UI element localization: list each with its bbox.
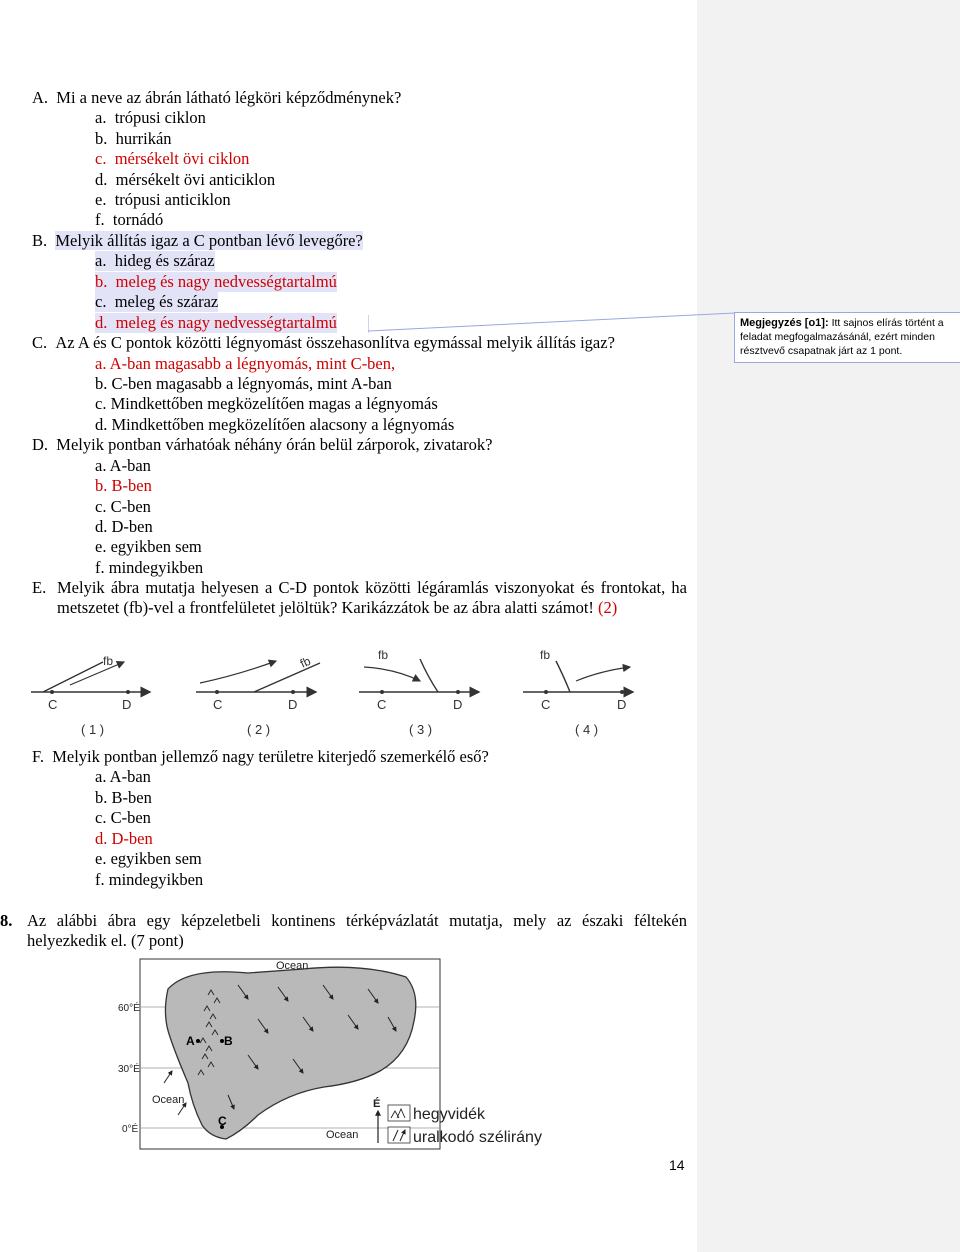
qa-option-d: d. mérsékelt övi anticiklon — [95, 170, 276, 189]
question-b-prefix: B. — [32, 231, 56, 250]
diagram-number[interactable]: ( 1 ) — [81, 722, 105, 737]
point-c-dot — [215, 690, 219, 694]
legend-mountains-label: hegyvidék — [413, 1106, 486, 1123]
qf-option-c: c. C-ben — [95, 808, 151, 827]
task-8-text: Az alábbi ábra egy képzeletbeli kontinens térképvázlatát mutatja, mely az északi féltekén helyezkedik el. (7 pont) — [27, 911, 687, 950]
qb-option-d: d. meleg és nagy nedvességtartalmú — [95, 313, 337, 332]
fb-label: fb — [540, 648, 551, 662]
question-e-points: (2) — [598, 598, 618, 617]
label-c: C — [218, 1114, 227, 1128]
map-point-a — [196, 1039, 200, 1043]
ocean-bottom-label: Ocean — [326, 1129, 359, 1141]
diagram-number[interactable]: ( 3 ) — [409, 722, 433, 737]
question-a: A. Mi a neve az ábrán látható légköri képződménynek? — [32, 88, 402, 107]
question-b — [32, 231, 363, 251]
c-label: C — [541, 697, 551, 712]
page-number: 14 — [669, 1157, 685, 1173]
question-e-prefix: E. — [32, 578, 47, 597]
front-diagram-1[interactable] — [31, 654, 150, 737]
qb-option-a: a. hideg és száraz — [95, 251, 215, 270]
qc-option-b: b. C-ben magasabb a légnyomás, mint A-ban — [95, 374, 392, 393]
point-d-dot — [291, 690, 295, 694]
question-c: C. Az A és C pontok közötti légnyomást összehasonlítva egymással melyik állítás igaz? — [32, 333, 615, 352]
continent-map — [118, 955, 558, 1155]
front-diagram-3[interactable] — [359, 648, 479, 737]
d-label: D — [288, 697, 298, 712]
point-d-dot — [126, 690, 130, 694]
qc-option-c: c. Mindkettőben megközelítően magas a légnyomás — [95, 394, 438, 413]
review-comment[interactable] — [734, 312, 960, 363]
qd-option-f: f. mindegyikben — [95, 558, 204, 577]
front-surface-line — [420, 659, 438, 692]
question-e — [57, 578, 687, 618]
point-c-dot — [380, 690, 384, 694]
fb-label: fb — [378, 648, 389, 662]
qd-option-d: d. D-ben — [95, 517, 153, 536]
fb-label: fb — [297, 653, 313, 671]
qb-option-b: b. meleg és nagy nedvességtartalmú — [95, 272, 337, 291]
qf-option-f: f. mindegyikben — [95, 870, 204, 889]
latitude-30-label: 30°É — [118, 1064, 140, 1075]
point-d-dot — [456, 690, 460, 694]
qd-option-a: a. A-ban — [95, 456, 151, 475]
front-surface-line — [556, 661, 570, 692]
legend-mountains — [388, 1105, 486, 1123]
latitude-0-label: 0°É — [122, 1124, 139, 1135]
qa-option-f: f. tornádó — [95, 210, 164, 229]
qd-option-b: b. B-ben — [95, 476, 152, 495]
point-c-dot — [544, 690, 548, 694]
qf-option-d: d. D-ben — [95, 829, 153, 848]
qf-option-b: b. B-ben — [95, 788, 152, 807]
wind-legend-box — [388, 1127, 410, 1143]
qb-option-c: c. meleg és száraz — [95, 292, 219, 311]
qa-option-e: e. trópusi anticiklon — [95, 190, 231, 209]
qf-option-e: e. egyikben sem — [95, 849, 202, 868]
latitude-60-label: 60°É — [118, 1003, 140, 1014]
front-diagrams — [28, 645, 638, 740]
d-label: D — [122, 697, 132, 712]
front-surface-line — [43, 662, 103, 692]
c-label: C — [48, 697, 58, 712]
question-f: F. Melyik pontban jellemző nagy területre kiterjedő szemerkélő eső? — [32, 747, 489, 766]
diagram-number[interactable]: ( 4 ) — [575, 722, 599, 737]
comment-connector — [368, 311, 735, 333]
label-b: B — [224, 1034, 233, 1048]
qd-option-e: e. egyikben sem — [95, 537, 202, 556]
point-c-dot — [50, 690, 54, 694]
qa-option-c: c. mérsékelt övi ciklon — [95, 149, 250, 168]
task-8-number: 8. — [0, 911, 13, 930]
question-b-text: Melyik állítás igaz a C pontban lévő levegőre? — [55, 231, 363, 250]
legend-wind-label: uralkodó szélirány — [413, 1129, 542, 1146]
ocean-top-label: Ocean — [276, 960, 309, 972]
diagram-number[interactable]: ( 2 ) — [247, 722, 271, 737]
comment-label: Megjegyzés [o1]: — [740, 317, 829, 329]
qa-option-a: a. trópusi ciklon — [95, 108, 206, 127]
c-label: C — [377, 697, 387, 712]
qc-option-a: a. A-ban magasabb a légnyomás, mint C-ben, — [95, 354, 396, 373]
label-a: A — [186, 1034, 195, 1048]
point-d-dot — [620, 690, 624, 694]
comment-margin — [697, 0, 960, 1252]
qd-option-c: c. C-ben — [95, 497, 151, 516]
airflow-arrow — [364, 667, 420, 681]
qa-option-b: b. hurrikán — [95, 129, 172, 148]
qf-option-a: a. A-ban — [95, 767, 151, 786]
c-label: C — [213, 697, 223, 712]
question-d: D. Melyik pontban várhatóak néhány órán belül zárporok, zivatarok? — [32, 435, 493, 454]
front-diagram-2[interactable] — [196, 654, 320, 737]
d-label: D — [617, 697, 627, 712]
front-diagram-4[interactable] — [523, 648, 633, 737]
north-label: É — [373, 1098, 381, 1110]
airflow-arrow — [576, 667, 630, 681]
comment-text: Itt sajnos elírás történt a feladat megfogalmazásánál, ezért minden résztvevő csapatnak járt az 1 pont. — [740, 317, 944, 357]
airflow-arrow — [200, 661, 276, 683]
d-label: D — [453, 697, 463, 712]
fb-label: fb — [103, 654, 114, 668]
ocean-left-label: Ocean — [152, 1094, 185, 1106]
question-e-text: Melyik ábra mutatja helyesen a C-D pontok közötti légáramlás viszonyokat és frontokat, ha metszetet (fb)-vel a frontfelületet jelöltük? Karikázzátok be az ábra alatti számot! — [57, 578, 687, 617]
qc-option-d: d. Mindkettőben megközelítően alacsony a légnyomás — [95, 415, 455, 434]
